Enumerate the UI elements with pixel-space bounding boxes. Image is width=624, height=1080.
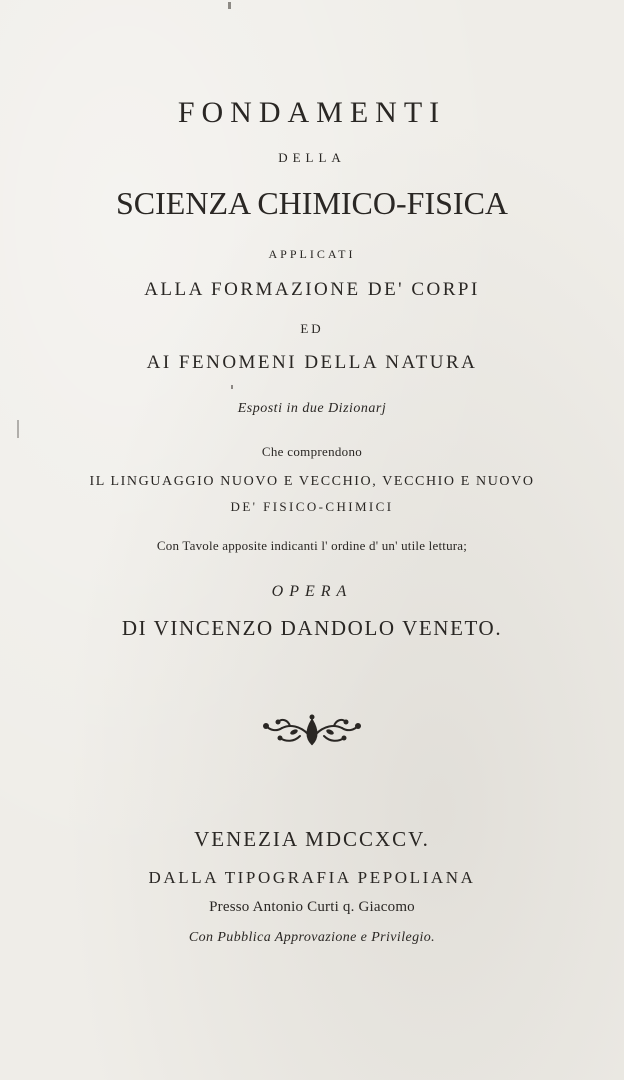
title-opera: OPERA	[271, 583, 353, 600]
title-della: DELLA	[278, 150, 346, 165]
title-fenomeni: AI FENOMENI DELLA NATURA	[146, 352, 478, 373]
paper-speck	[231, 385, 233, 389]
title-ed: ED	[300, 321, 324, 336]
paper-speck	[228, 2, 231, 9]
title-tavole: Con Tavole apposite indicanti l' ordine d' un' utile lettura;	[156, 538, 468, 553]
imprint-printer: DALLA TIPOGRAFIA PEPOLIANA	[148, 868, 476, 887]
title-linguaggio: IL LINGUAGGIO NUOVO E VECCHIO, VECCHIO E NUOVO	[89, 474, 535, 489]
imprint-presso: Presso Antonio Curti q. Giacomo	[209, 899, 415, 915]
book-subject: SCIENZA CHIMICO-FISICA	[115, 185, 509, 221]
floral-ornament-svg	[260, 712, 364, 748]
title-applicati: APPLICATI	[268, 247, 356, 261]
book-title: FONDAMENTI	[177, 96, 447, 129]
title-comprendono: Che comprendono	[261, 444, 363, 459]
paper-speck	[17, 420, 19, 438]
imprint-city-date: VENEZIA MDCCXCV.	[194, 827, 430, 851]
title-fisico-chimici: DE' FISICO-CHIMICI	[230, 499, 394, 514]
title-esposti: Esposti in due Dizionarj	[237, 401, 387, 416]
title-formazione: ALLA FORMAZIONE DE' CORPI	[144, 279, 480, 300]
author-line: DI VINCENZO DANDOLO VENETO.	[121, 616, 503, 640]
floral-ornament-icon	[0, 712, 624, 752]
imprint-approvazione: Con Pubblica Approvazione e Privilegio.	[188, 930, 436, 945]
